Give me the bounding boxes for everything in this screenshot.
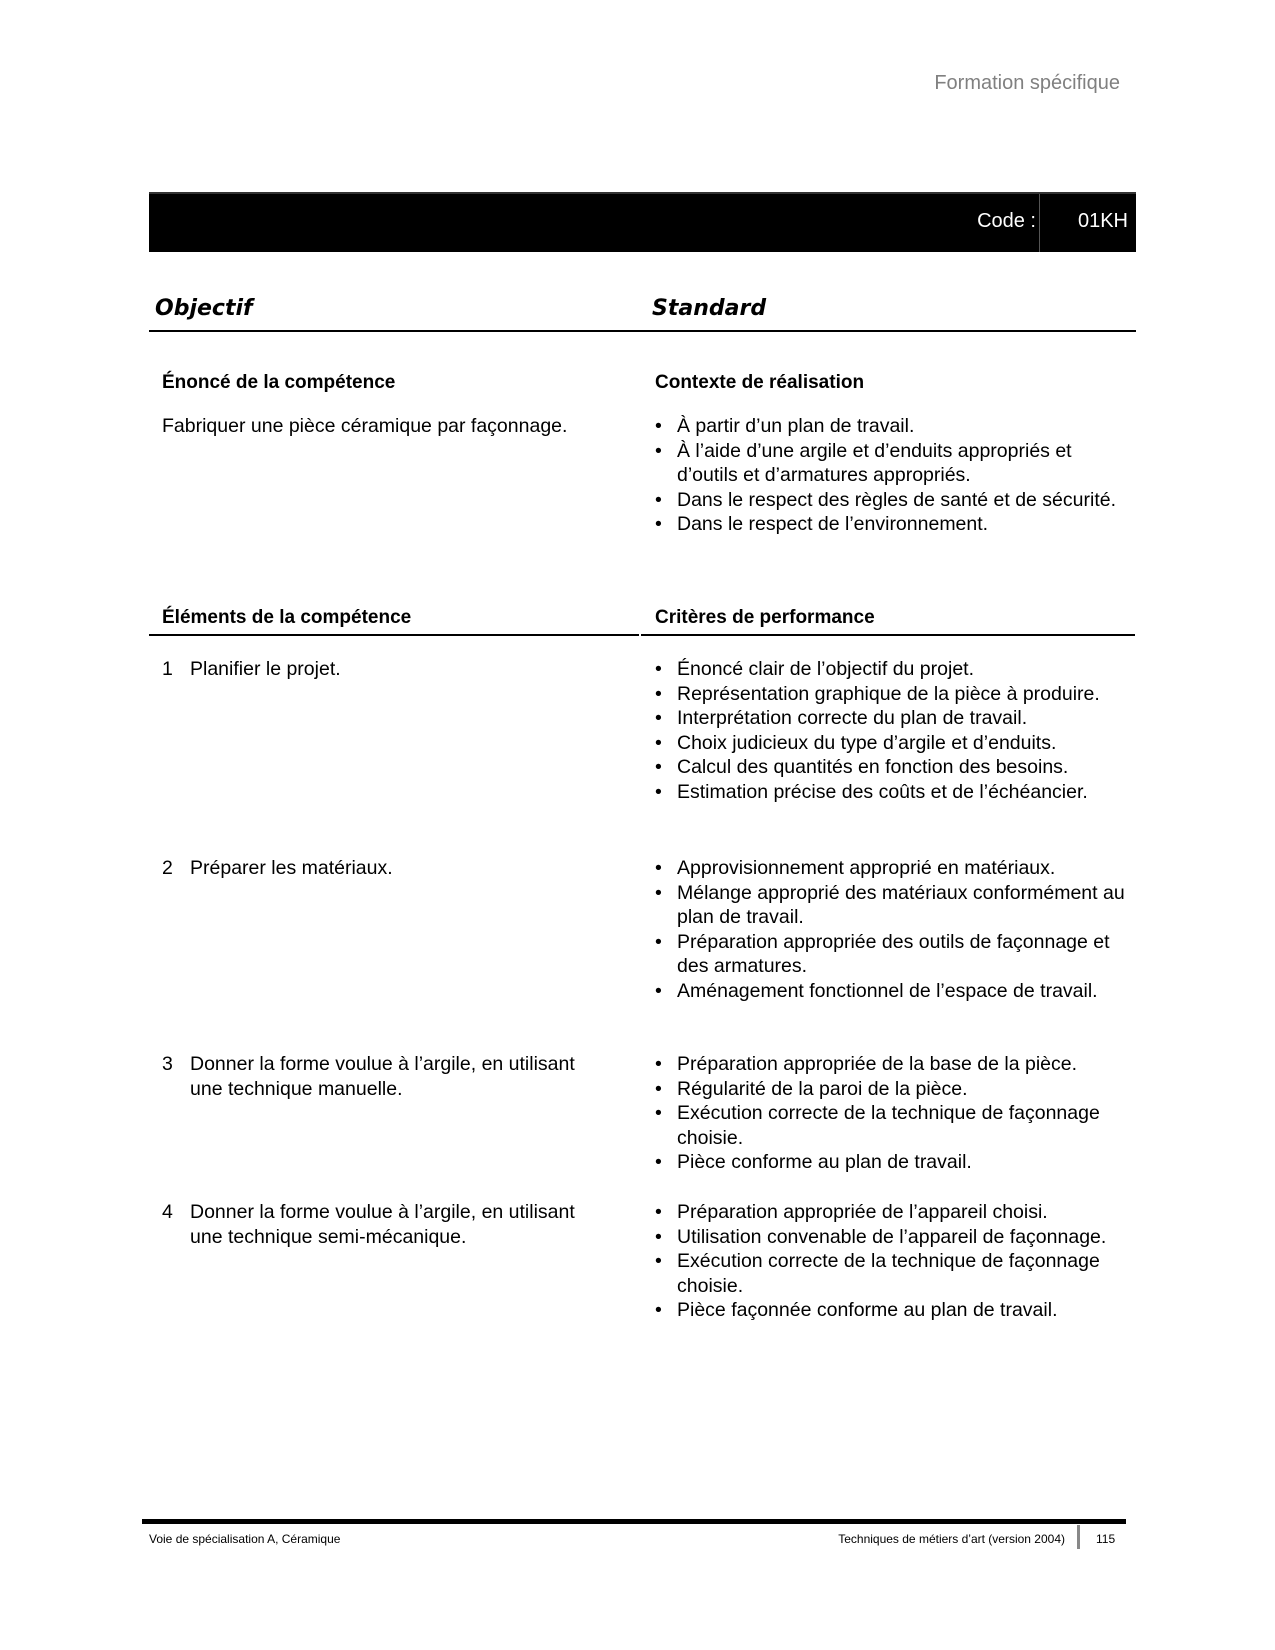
objectif-heading: Objectif bbox=[155, 296, 253, 321]
code-banner bbox=[149, 192, 1136, 252]
bullet-icon: • bbox=[655, 1077, 662, 1100]
list-item: • Approvisionnement approprié en matériaux. bbox=[655, 857, 1056, 879]
bullet-icon: • bbox=[655, 1053, 662, 1075]
contexte-heading: Contexte de réalisation bbox=[655, 372, 865, 393]
list-item: • Préparation appropriée des outils de façonnage et des armatures. bbox=[655, 930, 1110, 977]
list-item: • Mélange approprié des matériaux conformément au plan de travail. bbox=[655, 881, 1125, 928]
element-text: Planifier le projet. bbox=[190, 658, 341, 680]
bullet-icon: • bbox=[655, 979, 662, 1002]
element-number: 1 bbox=[162, 658, 173, 680]
list-item: • Estimation précise des coûts et de l’échéancier. bbox=[655, 780, 1088, 803]
elements-rule bbox=[149, 634, 639, 636]
bullet-icon: • bbox=[655, 1299, 662, 1321]
list-item: • À partir d’un plan de travail. bbox=[655, 415, 915, 437]
criteria-list-2 bbox=[655, 856, 1125, 1003]
criteres-rule bbox=[641, 634, 1135, 636]
element-number: 3 bbox=[162, 1053, 173, 1075]
elements-heading: Éléments de la compétence bbox=[162, 607, 412, 628]
bullet-icon: • bbox=[655, 1225, 662, 1248]
enonce-block bbox=[162, 372, 612, 439]
bullet-icon: • bbox=[655, 756, 662, 778]
footer-divider bbox=[1077, 1525, 1080, 1549]
bullet-icon: • bbox=[655, 731, 662, 754]
bullet-icon: • bbox=[655, 1102, 662, 1124]
running-header: Formation spécifique bbox=[934, 72, 1120, 94]
list-item: • Dans le respect de l’environnement. bbox=[655, 513, 989, 535]
element-text: Préparer les matériaux. bbox=[190, 857, 393, 879]
element-text: Donner la forme voulue à l’argile, en utilisant une technique manuelle. bbox=[190, 1053, 575, 1100]
list-item: • À l’aide d’une argile et d’enduits appropriés et d’outils et d’armatures appropriés. bbox=[655, 439, 1072, 486]
list-item: • Préparation appropriée de la base de la pièce. bbox=[655, 1053, 1078, 1075]
code-label: Code : bbox=[977, 210, 1036, 232]
list-item: • Dans le respect des règles de santé et de sécurité. bbox=[655, 488, 1116, 511]
enonce-text: Fabriquer une pièce céramique par façonnage. bbox=[162, 415, 568, 437]
list-item: • Énoncé clair de l’objectif du projet. bbox=[655, 658, 975, 680]
bullet-icon: • bbox=[655, 780, 662, 803]
list-item: • Aménagement fonctionnel de l’espace de travail. bbox=[655, 979, 1098, 1002]
element-text: Donner la forme voulue à l’argile, en utilisant une technique semi-mécanique. bbox=[190, 1201, 575, 1248]
enonce-heading: Énoncé de la compétence bbox=[162, 372, 396, 393]
element-number: 2 bbox=[162, 857, 173, 879]
bullet-icon: • bbox=[655, 415, 662, 437]
bullet-icon: • bbox=[655, 682, 662, 705]
list-item: • Régularité de la paroi de la pièce. bbox=[655, 1077, 968, 1100]
bullet-icon: • bbox=[655, 1250, 662, 1272]
list-item: • Pièce conforme au plan de travail. bbox=[655, 1151, 972, 1173]
standard-heading: Standard bbox=[652, 296, 767, 321]
bullet-icon: • bbox=[655, 1151, 662, 1173]
bullet-icon: • bbox=[655, 707, 662, 729]
page-number: 115 bbox=[1096, 1532, 1116, 1546]
bullet-icon: • bbox=[655, 1201, 662, 1223]
contexte-block bbox=[655, 372, 1125, 537]
footer-left-text: Voie de spécialisation A, Céramique bbox=[149, 1532, 341, 1546]
list-item: • Représentation graphique de la pièce à produire. bbox=[655, 682, 1100, 705]
criteres-heading: Critères de performance bbox=[655, 607, 875, 628]
list-item: • Utilisation convenable de l’appareil de façonnage. bbox=[655, 1225, 1107, 1248]
list-item: • Choix judicieux du type d’argile et d’enduits. bbox=[655, 731, 1057, 754]
contexte-list bbox=[655, 414, 1125, 537]
bullet-icon: • bbox=[655, 513, 662, 535]
list-item: • Interprétation correcte du plan de travail. bbox=[655, 707, 1028, 729]
list-item: • Exécution correcte de la technique de façonnage choisie. bbox=[655, 1102, 1100, 1149]
list-item: • Exécution correcte de la technique de façonnage choisie. bbox=[655, 1250, 1100, 1297]
section-headings bbox=[149, 296, 1136, 332]
element-number: 4 bbox=[162, 1201, 173, 1223]
bullet-icon: • bbox=[655, 881, 662, 904]
list-item: • Préparation appropriée de l’appareil choisi. bbox=[655, 1201, 1048, 1223]
bullet-icon: • bbox=[655, 488, 662, 511]
code-value: 01KH bbox=[1077, 210, 1128, 232]
footer-rule bbox=[142, 1519, 1126, 1524]
criteria-list-3 bbox=[655, 1052, 1125, 1175]
footer-right-text: Techniques de métiers d’art (version 2004) bbox=[838, 1532, 1065, 1546]
code-divider bbox=[1039, 194, 1040, 252]
bullet-icon: • bbox=[655, 857, 662, 879]
list-item: • Pièce façonnée conforme au plan de travail. bbox=[655, 1299, 1058, 1321]
bullet-icon: • bbox=[655, 658, 662, 680]
list-item: • Calcul des quantités en fonction des besoins. bbox=[655, 756, 1069, 778]
criteria-list-1 bbox=[655, 657, 1125, 804]
bullet-icon: • bbox=[655, 930, 662, 953]
criteria-list-4 bbox=[655, 1200, 1125, 1323]
bullet-icon: • bbox=[655, 439, 662, 462]
